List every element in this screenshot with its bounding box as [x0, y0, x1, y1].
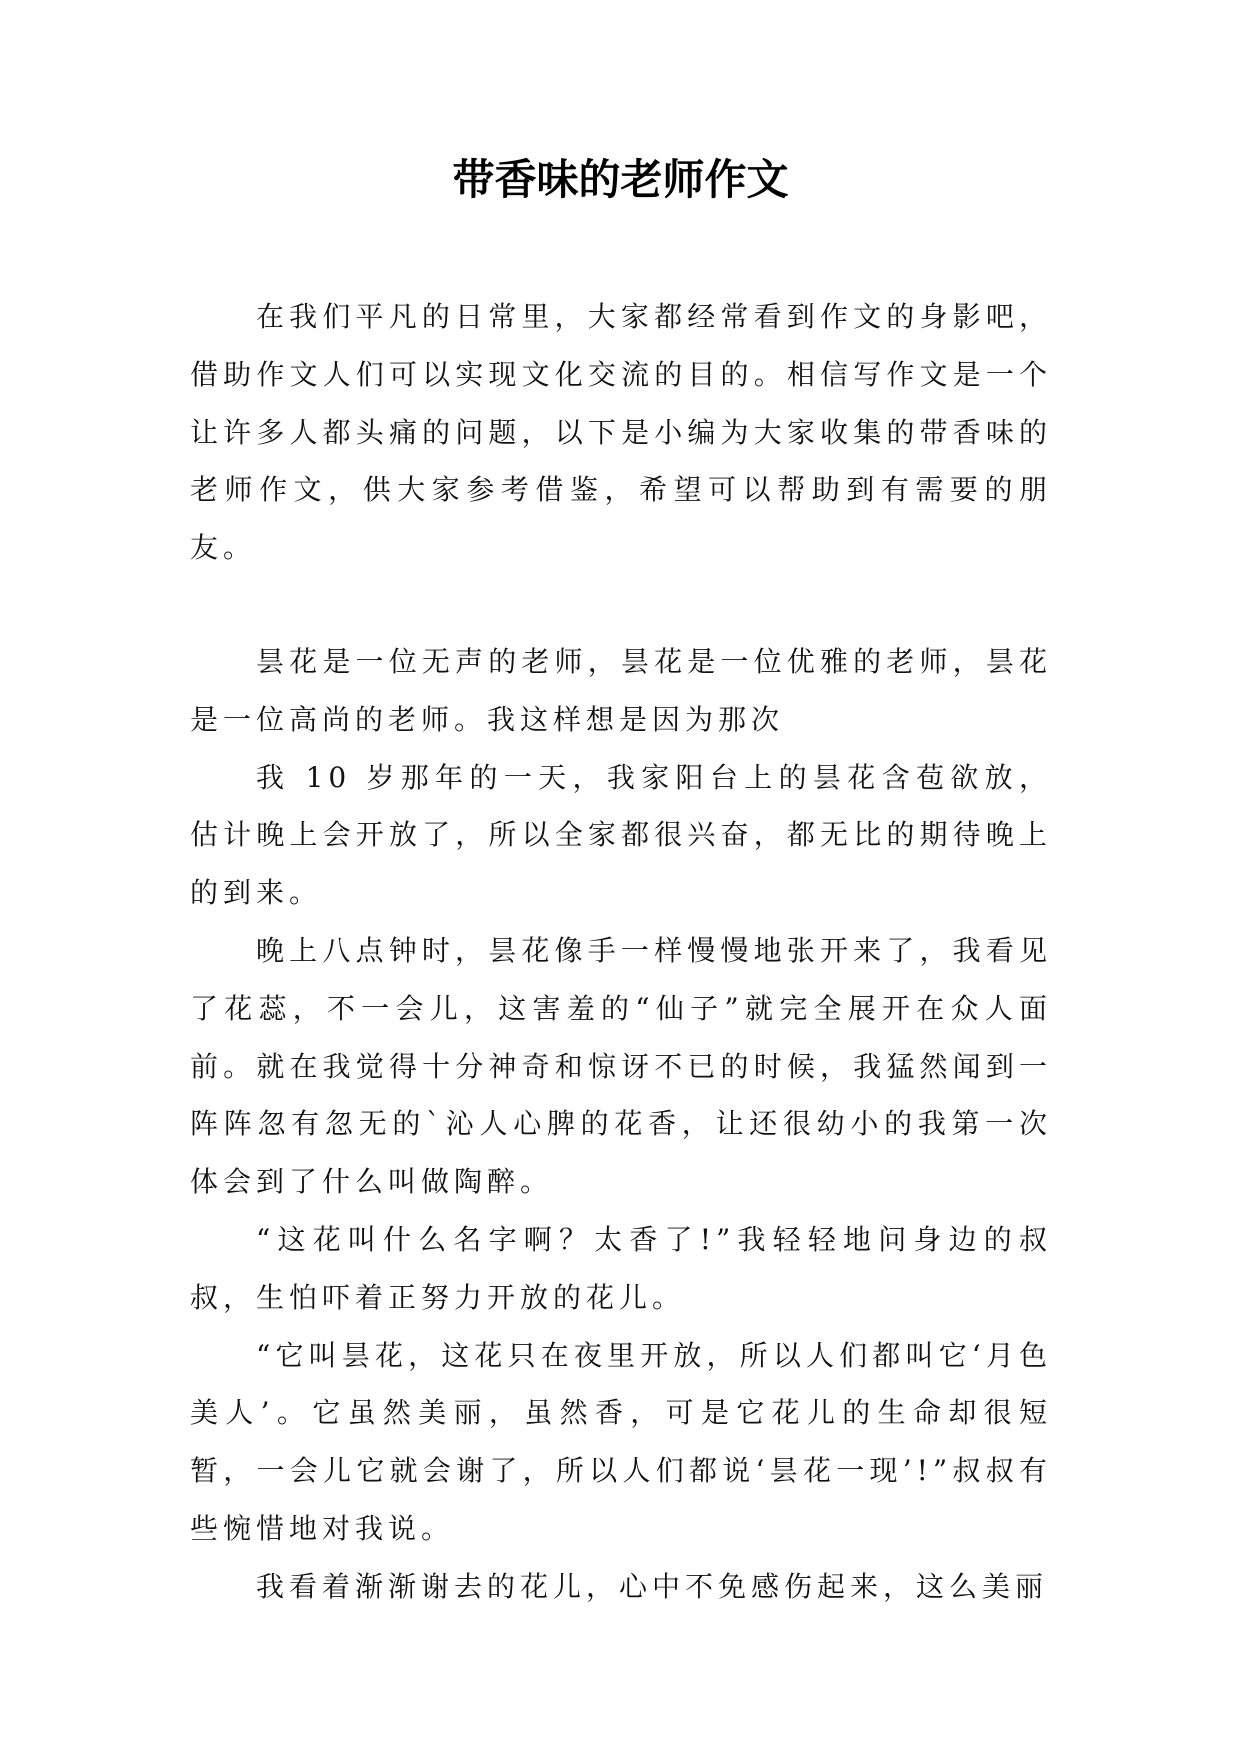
paragraph-6: 我看着渐渐谢去的花儿，心中不免感伤起来，这么美丽: [256, 1569, 1049, 1603]
paragraph-gap: [190, 577, 1052, 633]
document-body: [190, 288, 1052, 1616]
paragraph-5: “它叫昙花，这花只在夜里开放，所以人们都叫它‘月色美人’。它虽然美丽，虽然香，可是它花儿的生命却很短暂，一会儿它就会谢了，所以人们都说‘昙花一现’!”叔叔有些惋惜地对我说。: [190, 1338, 1052, 1545]
paragraph-1: 昙花是一位无声的老师，昙花是一位优雅的老师，昙花是一位高尚的老师。我这样想是因为那次: [190, 644, 1052, 736]
paragraph-4: “这花叫什么名字啊？太香了!”我轻轻地问身边的叔叔，生怕吓着正努力开放的花儿。: [190, 1222, 1052, 1314]
document-title: 带香味的老师作文: [452, 155, 789, 204]
paragraph-3: 晚上八点钟时，昙花像手一样慢慢地张开来了，我看见了花蕊，不一会儿，这害羞的“仙子”就完全展开在众人面前。就在我觉得十分神奇和惊讶不已的时候，我猛然闻到一阵阵忽有忽无的`沁人心脾的花香，让还很幼小的我第一次体会到了什么叫做陶醉。: [190, 933, 1052, 1199]
paragraph-2: 我 10 岁那年的一天，我家阳台上的昙花含苞欲放，估计晚上会开放了，所以全家都很兴奋，都无比的期待晚上的到来。: [190, 760, 1052, 910]
intro-paragraph: 在我们平凡的日常里，大家都经常看到作文的身影吧，借助作文人们可以实现文化交流的目的。相信写作文是一个让许多人都头痛的问题，以下是小编为大家收集的带香味的老师作文，供大家参考借鉴，希望可以帮助到有需要的朋友。: [190, 300, 1052, 565]
